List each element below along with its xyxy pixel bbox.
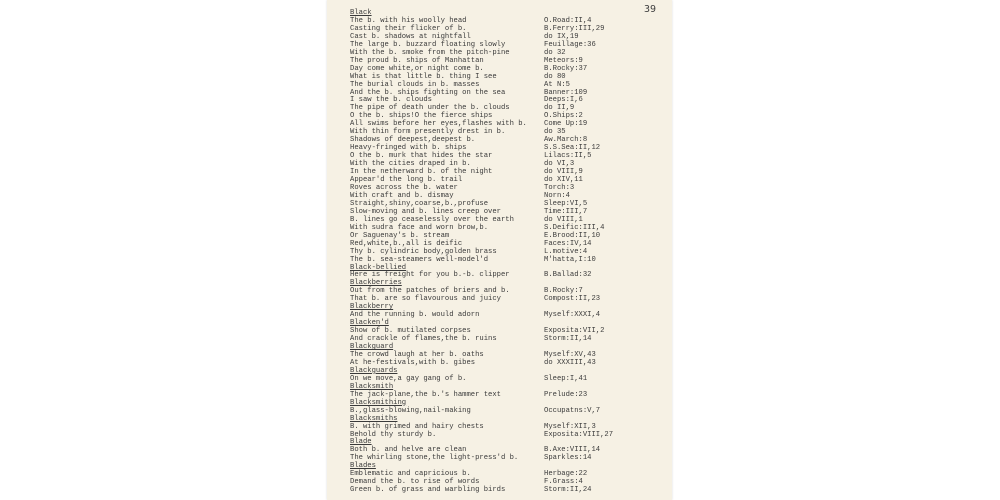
quotation: Show of b. mutilated corpses — [350, 327, 471, 336]
poem-reference: Come Up:19 — [544, 120, 588, 129]
quotation: B. with grimed and hairy chests — [350, 422, 484, 431]
poem-reference: do XXXIII,43 — [544, 358, 596, 367]
quotation: Emblematic and capricious b. — [350, 470, 471, 479]
quotation: The whirling stone,the light-press'd b. — [350, 454, 519, 463]
poem-reference: E.Brood:II,10 — [544, 231, 601, 240]
concordance-list — [350, 10, 668, 495]
quotation: The proud b. ships of Manhattan — [350, 56, 484, 65]
quotation: Slow-moving and b. lines creep over — [350, 207, 501, 216]
quotation: On we move,a gay gang of b. — [350, 374, 467, 383]
quotation: In the netherward b. of the night — [350, 168, 493, 177]
quotation: B.,glass-blowing,nail-making — [350, 406, 471, 415]
quotation: Roves across the b. water — [350, 183, 458, 192]
poem-reference: Myself:XII,3 — [544, 422, 596, 431]
heading-word: Blades — [350, 462, 376, 471]
poem-reference: Feuillage:36 — [544, 40, 596, 49]
quotation: Appear'd the long b. trail — [350, 176, 463, 185]
quotation: Straight,shiny,coarse,b.,profuse — [350, 199, 489, 208]
poem-reference: Occupatns:V,7 — [544, 406, 601, 415]
poem-reference: do II,9 — [544, 104, 575, 113]
index-entry — [350, 360, 668, 368]
quotation: Casting their flicker of b. — [350, 24, 467, 33]
heading-word: Black-bellied — [350, 263, 407, 272]
poem-reference: Storm:II,14 — [544, 335, 592, 344]
poem-reference: F.Grass:4 — [544, 478, 583, 487]
quotation: O the b. murk that hides the star — [350, 152, 493, 161]
poem-reference: Torch:3 — [544, 183, 575, 192]
quotation: With the b. smoke from the pitch-pine — [350, 48, 510, 57]
poem-reference: do 32 — [544, 48, 566, 57]
poem-reference: Sparkles:14 — [544, 454, 592, 463]
quotation: Red,white,b.,all is deific — [350, 239, 463, 248]
poem-reference: Aw.March:8 — [544, 136, 588, 145]
quotation: Or Saguenay's b. stream — [350, 231, 450, 240]
index-entry — [350, 336, 668, 344]
quotation: All swims before her eyes,flashes with b. — [350, 120, 527, 129]
quotation: The large b. buzzard floating slowly — [350, 40, 506, 49]
quotation: Shadows of deepest,deepest b. — [350, 136, 476, 145]
quotation: Thy b. cylindric body,golden brass — [350, 247, 497, 256]
heading-word: Blackberries — [350, 279, 402, 288]
poem-reference: do VIII,1 — [544, 215, 583, 224]
poem-reference: Myself:XXXI,4 — [544, 311, 601, 320]
poem-reference: Herbage:22 — [544, 470, 588, 479]
quotation: Cast b. shadows at nightfall — [350, 32, 471, 41]
typed-index-page — [327, 0, 672, 500]
poem-reference: Sleep:VI,5 — [544, 199, 588, 208]
quotation: With the cities draped in b. — [350, 160, 471, 169]
quotation: And crackle of flames,the b. ruins — [350, 335, 497, 344]
quotation: Out from the patches of briers and b. — [350, 287, 510, 296]
heading-word: Blackguards — [350, 366, 398, 375]
poem-reference: Faces:IV,14 — [544, 239, 592, 248]
index-entry — [350, 487, 668, 495]
quotation: And the running b. would adorn — [350, 311, 480, 320]
quotation: Day come white,or night come b. — [350, 64, 484, 73]
quotation: What is that little b. thing I see — [350, 72, 497, 81]
heading-word: Blacksmithing — [350, 398, 407, 407]
poem-reference: B.Ballad:32 — [544, 271, 592, 280]
poem-reference: do VI,3 — [544, 160, 575, 169]
poem-reference: B.Rocky:37 — [544, 64, 588, 73]
index-entry — [350, 376, 668, 384]
heading-word: Blackguard — [350, 343, 394, 352]
quotation: The b. sea-steamers well-model'd — [350, 255, 489, 264]
poem-reference: Norn:4 — [544, 191, 570, 200]
poem-reference: Exposita:VII,2 — [544, 327, 605, 336]
poem-reference: Time:III,7 — [544, 207, 588, 216]
poem-reference: do IX,19 — [544, 32, 579, 41]
index-entry — [350, 455, 668, 463]
poem-reference: At N:5 — [544, 80, 570, 89]
quotation: B. lines go ceaselessly over the earth — [350, 215, 514, 224]
quotation: Demand the b. to rise of words — [350, 478, 480, 487]
index-entry — [350, 312, 668, 320]
quotation: I saw the b. clouds — [350, 96, 432, 105]
poem-reference: Sleep:I,41 — [544, 374, 588, 383]
quotation: The pipe of death under the b. clouds — [350, 104, 510, 113]
quotation: The crowd laugh at her b. oaths — [350, 350, 484, 359]
poem-reference: O.Ships:2 — [544, 112, 583, 121]
poem-reference: do 35 — [544, 128, 566, 137]
heading-word: Blacken'd — [350, 319, 389, 328]
poem-reference: L.motive:4 — [544, 247, 588, 256]
poem-reference: Prelude:23 — [544, 390, 588, 399]
index-entry — [350, 408, 668, 416]
poem-reference: Myself:XV,43 — [544, 350, 596, 359]
quotation: Both b. and helve are clean — [350, 446, 467, 455]
heading-word: Blacksmiths — [350, 414, 398, 423]
heading-word: Blackberry — [350, 303, 394, 312]
quotation: The burial clouds in b. masses — [350, 80, 480, 89]
quotation: With craft and b. dismay — [350, 191, 454, 200]
quotation: Green b. of grass and warbling birds — [350, 486, 506, 495]
poem-reference: B.Axe:VIII,14 — [544, 446, 601, 455]
quotation: Behold thy sturdy b. — [350, 430, 437, 439]
heading-word: Black — [350, 9, 372, 17]
quotation: Heavy-fringed with b. ships — [350, 144, 467, 153]
poem-reference: Lilacs:II,5 — [544, 152, 592, 161]
poem-reference: Exposita:VIII,27 — [544, 430, 614, 439]
poem-reference: do 80 — [544, 72, 566, 81]
poem-reference: B.Rocky:7 — [544, 287, 583, 296]
index-entry — [350, 296, 668, 304]
quotation: That b. are so flavourous and juicy — [350, 295, 501, 304]
poem-reference: S.Deific:III,4 — [544, 223, 605, 232]
heading-word: Blacksmith — [350, 382, 394, 391]
poem-reference: B.Ferry:III,29 — [544, 24, 605, 33]
quotation: With thin form presently drest in b. — [350, 128, 506, 137]
quotation: And the b. ships fighting on the sea — [350, 88, 506, 97]
poem-reference: M'hatta,I:10 — [544, 255, 596, 264]
poem-reference: Compost:II,23 — [544, 295, 601, 304]
index-entry — [350, 432, 668, 440]
quotation: Here is freight for you b.-b. clipper — [350, 271, 510, 280]
quotation: The jack-plane,the b.'s hammer text — [350, 390, 501, 399]
poem-reference: S.S.Sea:II,12 — [544, 144, 601, 153]
quotation: With sudra face and worn brow,b. — [350, 223, 489, 232]
poem-reference: Banner:109 — [544, 88, 588, 97]
quotation: O the b. ships!O the fierce ships — [350, 112, 493, 121]
poem-reference: Deeps:I,6 — [544, 96, 583, 105]
heading-word: Blade — [350, 438, 372, 447]
poem-reference: do VIII,9 — [544, 168, 583, 177]
quotation: The b. with his woolly head — [350, 16, 467, 25]
poem-reference: Meteors:9 — [544, 56, 583, 65]
poem-reference: O.Road:II,4 — [544, 16, 592, 25]
page-number: 39 — [643, 4, 656, 15]
quotation: At he-festivals,with b. gibes — [350, 358, 476, 367]
poem-reference: do XIV,11 — [544, 176, 583, 185]
poem-reference: Storm:II,24 — [544, 486, 592, 495]
